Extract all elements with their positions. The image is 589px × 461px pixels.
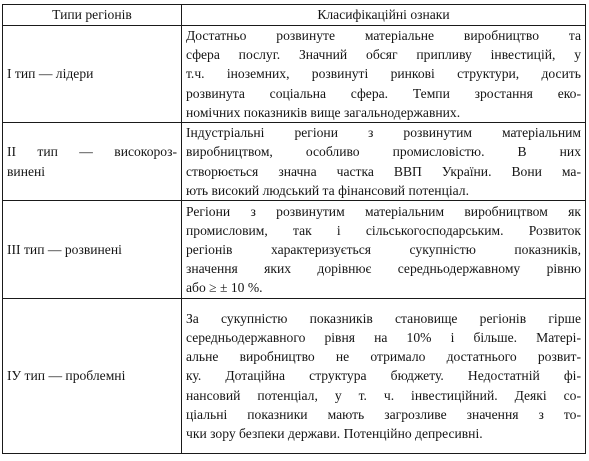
description-line: ють високий людський та фінансовий потенціал. (186, 182, 469, 198)
region-type-label: ІІ тип — високороз- (7, 144, 177, 160)
description-line: ку. Дотаційна структура бюджету. Недостатній фі- (186, 368, 581, 384)
description-line: регіонів характеризується сукупністю показників, (186, 241, 581, 257)
region-description-cell (182, 123, 586, 201)
region-classification-table (2, 4, 586, 454)
region-type-cell (3, 201, 182, 299)
description-line: номічних показників вище загальнодержавних. (186, 104, 461, 120)
description-line: розвинута соціальна сфера. Темпи зростання еко- (186, 85, 581, 101)
description-line: виробництвом, особливо промисловістю. В них (186, 144, 581, 160)
description-line: нансовий потенціал, у т. ч. інвестиційний. Деякі со- (186, 387, 581, 403)
table-header-row (3, 5, 586, 26)
region-type-label: ІУ тип — проблемні (7, 368, 126, 384)
table-row (3, 299, 586, 454)
table-row (3, 123, 586, 201)
header-region-types: Типи регіонів (3, 5, 182, 26)
description-line: За сукупністю показників становище регіонів гірше (186, 310, 581, 326)
region-type-cell (3, 26, 182, 123)
description-line: Індустріальні регіони з розвинутим матеріальним (186, 125, 581, 141)
region-description-cell (182, 201, 586, 299)
region-description-cell (182, 26, 586, 123)
description-line: Достатньо розвинуте матеріальне виробництво та (186, 28, 581, 43)
description-line: т.ч. іноземних, розвинуті ринкові структури, досить (186, 66, 581, 82)
description-line: Регіони з розвинутим матеріальним виробництвом як (186, 203, 581, 219)
region-type-cell (3, 299, 182, 454)
description-line: або ≥ ± 10 %. (186, 280, 263, 296)
region-type-label: І тип — лідери (7, 66, 94, 82)
region-type-cell (3, 123, 182, 201)
region-type-label: винені (7, 163, 46, 179)
description-line: сфера послуг. Значний обсяг припливу інвестицій, у (186, 47, 581, 63)
region-description-cell (182, 299, 586, 454)
region-type-label: ІІІ тип — розвинені (7, 241, 122, 257)
header-classification-features: Класифікаційні ознаки (182, 5, 586, 26)
description-line: чки зору безпеки держави. Потенційно депресивні. (186, 426, 483, 442)
description-line: середньодержавного рівня на 10% і більше. Матері- (186, 330, 581, 345)
table-row (3, 26, 586, 123)
description-line: ціальні показники мають загрозливе значення з то- (186, 406, 581, 422)
description-line: створюється значна частка ВВП України. Вони ма- (186, 163, 581, 179)
table-row (3, 201, 586, 299)
description-line: значення яких дорівнює середньодержавному рівню (186, 261, 581, 277)
description-line: промисловим, так і сільськогосподарським. Розвиток (186, 222, 581, 238)
description-line: альне виробництво не отримало достатнього розвит- (186, 349, 581, 365)
